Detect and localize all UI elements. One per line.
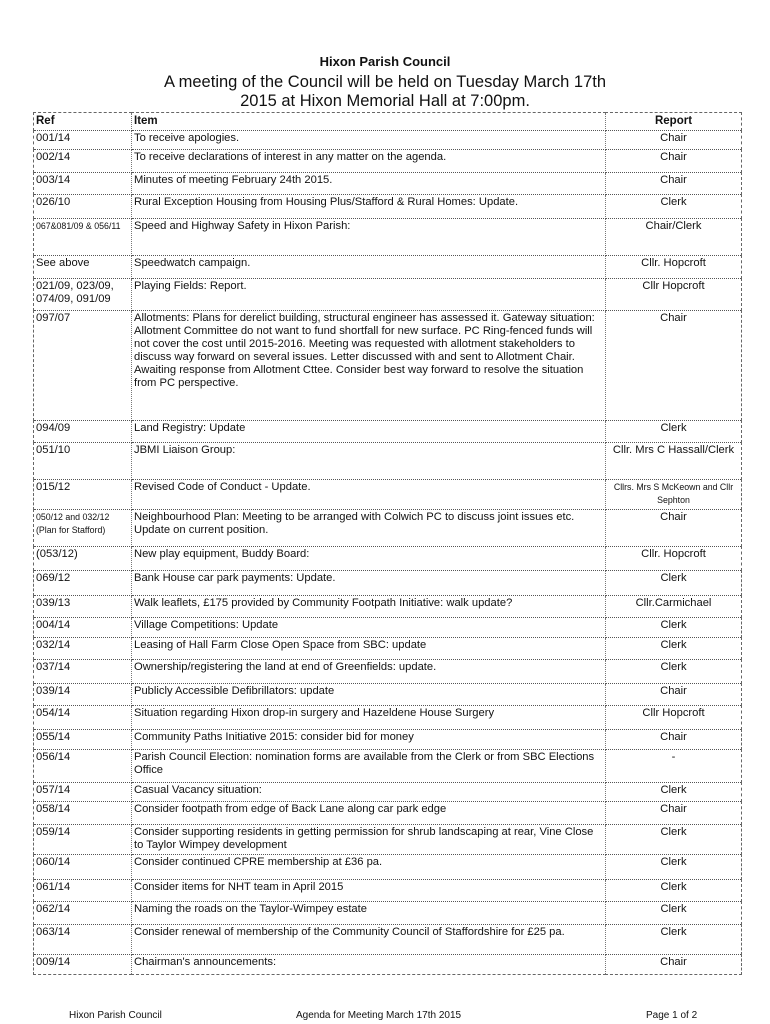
headline-line-1: A meeting of the Council will be held on Tuesday March 17th [163,73,607,91]
agenda-row [34,925,742,955]
agenda-report: Clerk [606,195,742,219]
agenda-ref: 039/13 [34,596,132,618]
agenda-ref: 032/14 [34,638,132,660]
agenda-row [34,480,742,510]
agenda-item: Consider footpath from edge of Back Lane along car park edge [132,802,606,825]
item-column-header: Item [132,113,606,131]
agenda-report: Cllr. Hopcroft [606,256,742,279]
agenda-row [34,571,742,596]
agenda-item: Ownership/registering the land at end of Greenfields: update. [132,660,606,684]
agenda-item: Leasing of Hall Farm Close Open Space from SBC: update [132,638,606,660]
agenda-report: Chair [606,173,742,195]
agenda-report: Chair [606,955,742,975]
agenda-item: Playing Fields: Report. [132,279,606,311]
agenda-report: Chair [606,730,742,750]
agenda-ref: 097/07 [34,311,132,421]
agenda-row [34,706,742,730]
footer-council: Hixon Parish Council [69,1010,162,1021]
agenda-row [34,421,742,443]
agenda-ref: 056/14 [34,750,132,783]
agenda-ref: 004/14 [34,618,132,638]
agenda-item: Community Paths Initiative 2015: consider bid for money [132,730,606,750]
agenda-ref: 015/12 [34,480,132,510]
agenda-report: Cllr Hopcroft [606,279,742,311]
agenda-item: Minutes of meeting February 24th 2015. [132,173,606,195]
agenda-item: Chairman's announcements: [132,955,606,975]
agenda-ref: 055/14 [34,730,132,750]
agenda-row [34,596,742,618]
agenda-item: Revised Code of Conduct - Update. [132,480,606,510]
agenda-item: Walk leaflets, £175 provided by Community Footpath Initiative: walk update? [132,596,606,618]
agenda-item: Situation regarding Hixon drop-in surgery and Hazeldene House Surgery [132,706,606,730]
agenda-report: Clerk [606,825,742,855]
agenda-report: Chair/Clerk [606,219,742,256]
agenda-item: JBMI Liaison Group: [132,443,606,480]
agenda-item: To receive declarations of interest in any matter on the agenda. [132,150,606,173]
agenda-item: Speedwatch campaign. [132,256,606,279]
agenda-ref: 058/14 [34,802,132,825]
agenda-row [34,855,742,880]
agenda-body [34,131,742,975]
agenda-ref: 060/14 [34,855,132,880]
agenda-row [34,219,742,256]
agenda-ref: 062/14 [34,902,132,925]
agenda-report: Clerk [606,855,742,880]
agenda-row [34,443,742,480]
agenda-report: Chair [606,802,742,825]
footer-page-number: Page 1 of 2 [646,1010,698,1021]
agenda-report: Clerk [606,880,742,902]
agenda-row [34,825,742,855]
agenda-row [34,256,742,279]
agenda-report: Clerk [606,618,742,638]
agenda-ref: 063/14 [34,925,132,955]
agenda-item: Speed and Highway Safety in Hixon Parish: [132,219,606,256]
footer-agenda-title: Agenda for Meeting March 17th 2015 [296,1010,462,1021]
agenda-report: - [606,750,742,783]
agenda-ref: See above [34,256,132,279]
agenda-ref: 057/14 [34,783,132,802]
agenda-ref: 009/14 [34,955,132,975]
agenda-row [34,730,742,750]
agenda-item: Publicly Accessible Defibrillators: update [132,684,606,706]
agenda-report: Clerk [606,783,742,802]
agenda-item: New play equipment, Buddy Board: [132,547,606,571]
agenda-item: Consider continued CPRE membership at £36 pa. [132,855,606,880]
agenda-item: Neighbourhood Plan: Meeting to be arranged with Colwich PC to discuss joint issues etc. Update on current position. [132,510,606,547]
agenda-report: Chair [606,684,742,706]
agenda-item: Allotments: Plans for derelict building, structural engineer has assessed it. Gateway situation: Allotment Committee do not want to fund shortfall for new surface. PC Ring-fenced funds will not cover the cost until 2015-2016. Meeting was requested with allotment stakeholders to discuss way forward on several issues. Letter discussed with and sent to Allotment Chair. Awaiting response from Allotment Cttee. Consider best way forward to resolve the situation from PC perspective. [132,311,606,421]
agenda-row [34,638,742,660]
agenda-report: Chair [606,150,742,173]
agenda-report: Clerk [606,925,742,955]
agenda-report: Chair [606,510,742,547]
agenda-report: Clerk [606,638,742,660]
agenda-row [34,173,742,195]
agenda-item: Land Registry: Update [132,421,606,443]
agenda-report: Cllr. Hopcroft [606,547,742,571]
agenda-report: Chair [606,131,742,150]
agenda-report: Cllr Hopcroft [606,706,742,730]
agenda-item: Casual Vacancy situation: [132,783,606,802]
agenda-item: To receive apologies. [132,131,606,150]
agenda-row [34,783,742,802]
agenda-row [34,902,742,925]
agenda-ref: 094/09 [34,421,132,443]
agenda-ref: (053/12) [34,547,132,571]
agenda-row [34,618,742,638]
agenda-ref: 054/14 [34,706,132,730]
agenda-row [34,547,742,571]
agenda-ref: 050/12 and 032/12 (Plan for Stafford) [34,510,132,547]
agenda-row [34,660,742,684]
agenda-table [33,112,742,975]
agenda-row [34,880,742,902]
agenda-ref: 037/14 [34,660,132,684]
agenda-row [34,279,742,311]
agenda-item: Consider renewal of membership of the Community Council of Staffordshire for £25 pa. [132,925,606,955]
agenda-ref: 021/09, 023/09, 074/09, 091/09 [34,279,132,311]
agenda-row [34,150,742,173]
agenda-row [34,510,742,547]
agenda-ref: 002/14 [34,150,132,173]
agenda-ref: 059/14 [34,825,132,855]
meeting-headline [0,73,770,111]
agenda-report: Chair [606,311,742,421]
agenda-ref: 069/12 [34,571,132,596]
report-column-header: Report [606,113,742,131]
agenda-item: Bank House car park payments: Update. [132,571,606,596]
agenda-row [34,802,742,825]
agenda-ref: 067&081/09 & 056/11 [34,219,132,256]
agenda-header-row [34,113,742,131]
agenda-item: Consider supporting residents in getting permission for shrub landscaping at rear, Vine Close to Taylor Wimpey development [132,825,606,855]
agenda-row [34,955,742,975]
agenda-ref: 051/10 [34,443,132,480]
agenda-item: Consider items for NHT team in April 2015 [132,880,606,902]
agenda-report: Cllr. Mrs C Hassall/Clerk [606,443,742,480]
agenda-report: Clerk [606,902,742,925]
ref-column-header: Ref [34,113,132,131]
agenda-item: Parish Council Election: nomination forms are available from the Clerk or from SBC Elections Office [132,750,606,783]
agenda-row [34,131,742,150]
agenda-item: Rural Exception Housing from Housing Plus/Stafford & Rural Homes: Update. [132,195,606,219]
agenda-report: Cllr.Carmichael [606,596,742,618]
agenda-ref: 061/14 [34,880,132,902]
agenda-ref: 003/14 [34,173,132,195]
agenda-row [34,684,742,706]
agenda-item: Village Competitions: Update [132,618,606,638]
agenda-ref: 001/14 [34,131,132,150]
agenda-row [34,311,742,421]
headline-line-2: 2015 at Hixon Memorial Hall at 7:00pm. [240,92,530,110]
agenda-ref: 039/14 [34,684,132,706]
agenda-row [34,750,742,783]
agenda-ref: 026/10 [34,195,132,219]
agenda-report: Clerk [606,660,742,684]
agenda-row [34,195,742,219]
agenda-report: Cllrs. Mrs S McKeown and Cllr Sephton [606,480,742,510]
council-title: Hixon Parish Council [319,54,451,69]
agenda-report: Clerk [606,421,742,443]
agenda-item: Naming the roads on the Taylor-Wimpey estate [132,902,606,925]
agenda-report: Clerk [606,571,742,596]
